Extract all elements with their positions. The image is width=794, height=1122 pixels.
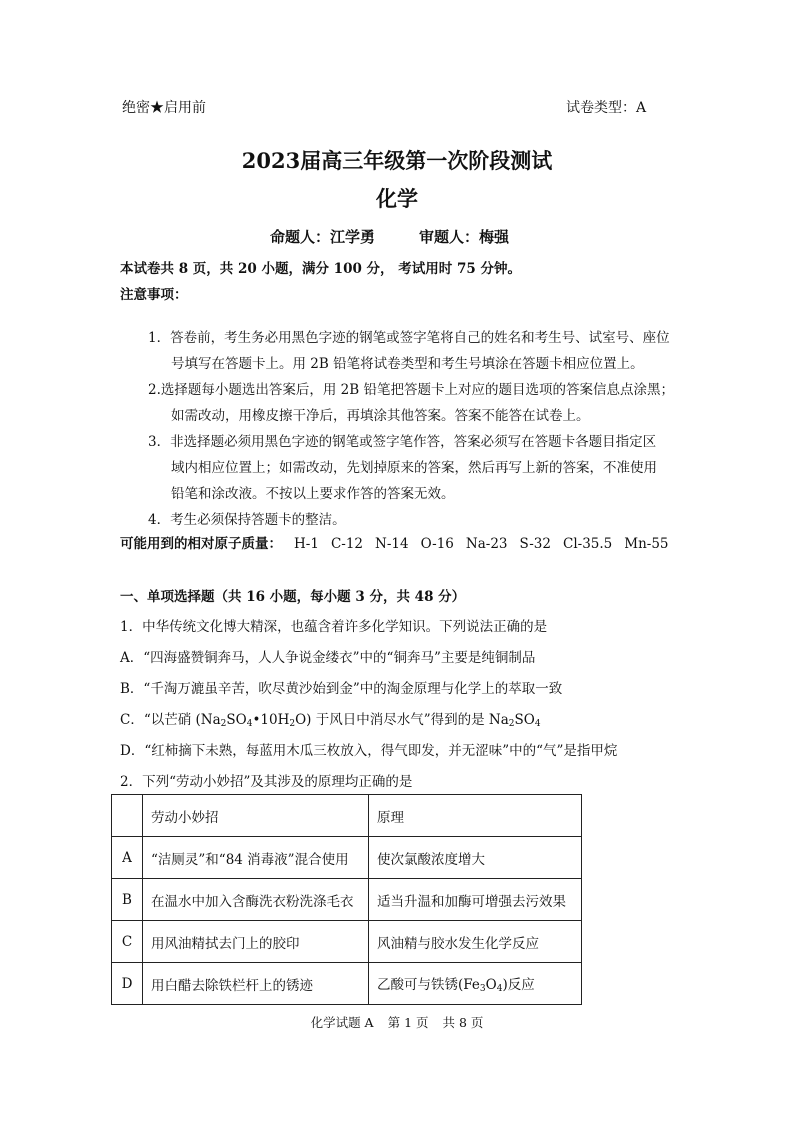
table-row: [112, 963, 582, 1005]
exam-summary: 本试卷共 8 页，共 20 小题，满分 100 分， 考试用时 75 分钟。: [120, 261, 521, 277]
question-1-stem: 1．中华传统文化博大精深，也蕴含着许多化学知识。下列说法正确的是: [120, 619, 548, 635]
notice-heading: 注意事项：: [120, 287, 188, 303]
atomic-mass: Cl-35.5: [562, 536, 613, 552]
table-header-cell: 原理: [369, 795, 582, 837]
question-2-stem: 2．下列“劳动小妙招”及其涉及的原理均正确的是: [120, 774, 413, 790]
question-1-option-c: C．“以芒硝 $(Na_2SO_4•10H_2O)$ 于风日中消尽水气”得到的是 $Na_2SO_4$: [120, 712, 541, 729]
notice-line: 4．考生必须保持答题卡的整洁。: [148, 512, 346, 528]
table-header-cell: [112, 795, 143, 837]
page-footer: [0, 1013, 794, 1031]
question-2-table: [111, 794, 582, 1005]
question-1-option-b: B．“千淘万漉虽辛苦，吹尽黄沙始到金”中的淘金原理与化学上的萃取一致: [120, 681, 563, 697]
atomic-masses-label: 可能用到的相对原子质量：: [120, 536, 282, 552]
tip-cell: “洁厕灵”和“84 消毒液”混合使用: [143, 837, 369, 879]
atomic-mass: S-32: [519, 536, 551, 552]
tip-cell: 用白醋去除铁栏杆上的锈迹: [143, 963, 369, 1005]
paper-type-label: 试卷类型：A: [566, 100, 647, 116]
question-1-option-a: A．“四海盛赞铜奔马，人人争说金缕衣”中的“铜奔马”主要是纯铜制品: [120, 650, 536, 666]
footer-total: 共 8 页: [442, 1015, 484, 1030]
principle-cell: 使次氯酸浓度增大: [369, 837, 582, 879]
tip-cell: 用风油精拭去门上的胶印: [143, 921, 369, 963]
authors-line: [270, 226, 509, 247]
principle-cell: 风油精与胶水发生化学反应: [369, 921, 582, 963]
atomic-mass: Na-23: [465, 536, 508, 552]
exam-title: 2023届高三年级第一次阶段测试: [241, 148, 553, 173]
footer-page: 第 1 页: [387, 1015, 429, 1030]
tip-cell: 在温水中加入含酶洗衣粉洗涤毛衣: [143, 879, 369, 921]
atomic-mass: C-12: [330, 536, 364, 552]
atomic-mass: H-1: [294, 536, 319, 552]
option-letter: A: [112, 837, 143, 879]
table-row: [112, 837, 582, 879]
notice-line: 铅笔和涂改液。不按以上要求作答的答案无效。: [171, 486, 455, 502]
table-header-row: [112, 795, 582, 837]
atomic-mass: Mn-55: [624, 536, 669, 552]
notice-line: 2.选择题每小题选出答案后，用 2B 铅笔把答题卡上对应的题目选项的答案信息点涂黑；: [148, 382, 674, 398]
question-1-option-d: D．“红柿摘下未熟，每蓝用木瓜三枚放入，得气即发，并无涩味”中的“气”是指甲烷: [120, 743, 618, 759]
atomic-masses: [120, 532, 669, 552]
table-row: [112, 921, 582, 963]
notice-line: 域内相应位置上；如需改动，先划掉原来的答案，然后再写上新的答案，不准使用: [171, 460, 657, 476]
atomic-mass: N-14: [375, 536, 409, 552]
principle-cell: 适当升温和加酶可增强去污效果: [369, 879, 582, 921]
table-header-cell: 劳动小妙招: [143, 795, 369, 837]
subject-title: 化学: [376, 186, 418, 211]
option-letter: B: [112, 879, 143, 921]
confidential-label: 绝密★启用前: [122, 100, 206, 116]
option-letter: D: [112, 963, 143, 1005]
option-letter: C: [112, 921, 143, 963]
notice-line: 1．答卷前，考生务必用黑色字迹的钢笔或签字笔将自己的姓名和考生号、试室号、座位: [148, 330, 670, 346]
notice-line: 3．非选择题必须用黑色字迹的钢笔或签字笔作答，答案必须写在答题卡各题目指定区: [148, 434, 657, 450]
setter-name: 命题人：江学勇: [270, 228, 376, 246]
reviewer-name: 审题人：梅强: [419, 228, 510, 246]
notice-line: 号填写在答题卡上。用 2B 铅笔将试卷类型和考生号填涂在答题卡相应位置上。: [171, 356, 644, 372]
section-heading: 一、单项选择题（共 16 小题，每小题 3 分，共 48 分）: [120, 589, 466, 605]
atomic-mass: O-16: [420, 536, 454, 552]
footer-paper: 化学试题 A: [310, 1015, 374, 1030]
table-row: [112, 879, 582, 921]
notice-line: 如需改动，用橡皮擦干净后，再填涂其他答案。答案不能答在试卷上。: [171, 408, 590, 424]
principle-cell: 乙酸可与铁锈$(Fe_3O_4)$反应: [369, 963, 582, 1005]
